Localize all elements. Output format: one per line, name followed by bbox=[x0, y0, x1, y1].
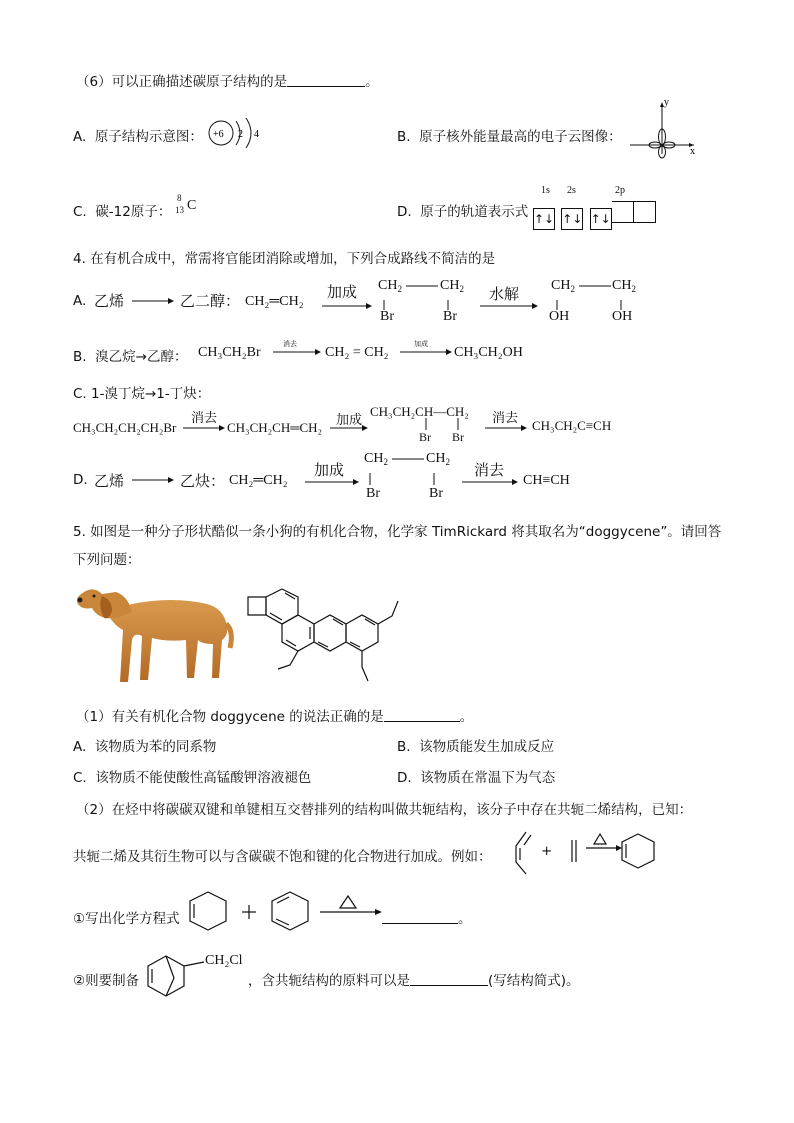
arrow bbox=[485, 424, 529, 432]
orbital-label-2s: 2s bbox=[567, 185, 576, 196]
arrow bbox=[273, 348, 323, 356]
electron-cloud-diagram bbox=[628, 96, 698, 156]
q4-c-cond3: 消去 bbox=[492, 410, 519, 425]
q5-p2-line1: （2）在烃中将碳碳双键和单键相互交替排列的结构叫做共轭结构，该分子中存在共轭二烯结构，已知： bbox=[76, 802, 693, 818]
svg-text:2: 2 bbox=[238, 129, 243, 140]
q4-a-to: 乙二醇： bbox=[180, 294, 241, 310]
q5-p1-option-b: B. 该物质能发生加成反应 bbox=[397, 739, 555, 755]
q4-a-from: 乙烯 bbox=[94, 294, 125, 310]
q4-c-product: CH₃CH₂C≡CH bbox=[532, 418, 612, 433]
q4-a-ch2-2: $CH_2$ bbox=[440, 278, 464, 294]
q4-d-br-1: Br bbox=[366, 486, 380, 501]
q4-a-br-2: Br bbox=[443, 309, 457, 324]
arrow bbox=[305, 478, 361, 486]
nuclide-symbol: 8 13 C bbox=[175, 193, 197, 215]
q5-p2-line2: 共轭二烯及其衍生物可以与含碳碳不饱和键的化合物进行加成。例如： bbox=[73, 849, 492, 865]
answer-blank[interactable] bbox=[384, 709, 460, 722]
q4-a-oh-1: OH bbox=[549, 309, 570, 324]
atomic-structure-diagram bbox=[204, 118, 274, 152]
ch2cl-label: CH₂Cl bbox=[205, 953, 243, 968]
q4-c-r1: CH₃CH₂CH₂CH₂Br bbox=[73, 420, 177, 435]
q4-d-to: 乙炔： bbox=[180, 474, 226, 490]
q4-b-mid: CH₂ = CH₂ bbox=[325, 345, 389, 360]
arrow bbox=[183, 424, 227, 432]
norbornene-structure bbox=[144, 950, 206, 1002]
answer-blank[interactable] bbox=[410, 973, 488, 986]
orbital-box-2p-3 bbox=[634, 201, 656, 223]
arrow bbox=[132, 476, 176, 484]
orbital-box-2p-2 bbox=[612, 201, 634, 223]
q4-c-cond1: 消去 bbox=[191, 410, 218, 425]
q4-b-r1: CH₃CH₂Br bbox=[198, 345, 261, 360]
q4-d-product: CH≡CH bbox=[523, 473, 570, 488]
q5-stem-1: 5. 如图是一种分子形状酷似一条小狗的有机化合物，化学家 TimRickard 将其取名为“doggycene”。请回答 bbox=[73, 524, 722, 540]
doggycene-structure bbox=[240, 585, 410, 697]
q4-d-from: 乙烯 bbox=[94, 474, 125, 490]
orbital-box-2s: ↑↓ bbox=[561, 208, 583, 230]
q4-c-br-1: Br bbox=[419, 430, 431, 444]
q4-d-ch2-1: $CH_2$ bbox=[364, 451, 388, 467]
q4-c-mid2: CH₃CH₂CH—CH₂ bbox=[370, 404, 469, 419]
orbital-label-2p: 2p bbox=[615, 185, 625, 196]
q5-p2-q1-prefix: ①写出化学方程式 bbox=[73, 911, 180, 927]
q4-option-a-label: A. bbox=[73, 293, 87, 309]
q4-c-cond2: 加成 bbox=[336, 412, 363, 427]
orbital-label-1s: 1s bbox=[541, 185, 550, 196]
q4-a-cond2: 水解 bbox=[489, 287, 520, 303]
q6-option-b: B. 原子核外能量最高的电子云图像： bbox=[397, 129, 622, 145]
arrow bbox=[330, 424, 370, 432]
q4-b-product: CH₃CH₂OH bbox=[454, 345, 523, 360]
answer-blank[interactable] bbox=[287, 74, 365, 87]
q5-p1-stem: （1）有关有机化合物 doggycene 的说法正确的是 。 bbox=[76, 709, 474, 725]
q5-stem-2: 下列问题： bbox=[73, 552, 141, 568]
q5-p1-option-d: D. 该物质在常温下为气态 bbox=[397, 770, 556, 786]
q5-p1-option-a: A. 该物质为苯的同系物 bbox=[73, 739, 217, 755]
q6-option-a: A. 原子结构示意图： bbox=[73, 129, 203, 145]
q4-d-cond2: 消去 bbox=[474, 463, 505, 479]
q5-p2-q1-answer: 。 bbox=[382, 907, 472, 927]
q4-d-reactant: CH₂═CH₂ bbox=[229, 473, 288, 488]
q4-c-mid: CH₃CH₂CH═CH₂ bbox=[227, 420, 323, 435]
orbital-box-1s: ↑↓ bbox=[533, 208, 555, 230]
q4-option-c: C. 1-溴丁烷→1-丁炔： bbox=[73, 386, 211, 402]
q4-b-cond2: 加成 bbox=[414, 340, 428, 348]
q4-a-br-1: Br bbox=[380, 309, 394, 324]
q4-d-cond1: 加成 bbox=[314, 463, 345, 479]
q5-p1-option-c: C. 该物质不能使酸性高锰酸钾溶液褪色 bbox=[73, 770, 312, 786]
q4-a-ch2-3: $CH_2$ bbox=[551, 278, 575, 294]
dog-photo bbox=[72, 582, 232, 688]
arrow bbox=[132, 297, 176, 305]
arrow bbox=[480, 302, 540, 310]
bond-lines bbox=[362, 457, 452, 489]
q4-option-b: B. 溴乙烷→乙醇： bbox=[73, 349, 188, 365]
arrow bbox=[322, 302, 374, 310]
q6-stem: （6）可以正确描述碳原子结构的是 。 bbox=[76, 74, 379, 90]
q5-p2-q2-prefix: ②则要制备 bbox=[73, 973, 140, 989]
q5-p2-q2-rest: ，含共轭结构的原料可以是 (写结构简式)。 bbox=[248, 973, 580, 989]
q4-c-br-2: Br bbox=[452, 430, 464, 444]
q4-option-d-label: D. bbox=[73, 472, 88, 488]
diels-alder-example bbox=[508, 826, 668, 878]
q4-b-cond1: 消去 bbox=[283, 340, 297, 348]
q4-d-br-2: Br bbox=[429, 486, 443, 501]
svg-text:y: y bbox=[664, 97, 669, 108]
q4-a-cond1: 加成 bbox=[327, 285, 358, 301]
orbital-box-2p-1: ↑↓ bbox=[590, 208, 612, 230]
arrow bbox=[462, 478, 520, 486]
q4-d-ch2-2: $CH_2$ bbox=[426, 451, 450, 467]
plus-sign: + bbox=[541, 843, 553, 859]
orbital-diagram bbox=[533, 201, 656, 230]
answer-blank[interactable] bbox=[382, 911, 458, 924]
arrow bbox=[400, 348, 454, 356]
q6-option-d: D. 原子的轨道表示式 bbox=[397, 204, 529, 220]
nucleus-charge: +6 bbox=[213, 129, 224, 140]
q4-a-ch2-1: $CH_2$ bbox=[378, 278, 402, 294]
q4-a-ch2-4: $CH_2$ bbox=[612, 278, 636, 294]
q4-stem: 4. 在有机合成中，常需将官能团消除或增加，下列合成路线不简洁的是 bbox=[73, 251, 496, 267]
q4-a-oh-2: OH bbox=[612, 309, 633, 324]
svg-text:x: x bbox=[690, 146, 695, 157]
q4-a-reactant: CH₂═CH₂ bbox=[245, 294, 304, 309]
q6-option-c: C. 碳-12原子： bbox=[73, 204, 172, 220]
svg-text:4: 4 bbox=[254, 129, 259, 140]
